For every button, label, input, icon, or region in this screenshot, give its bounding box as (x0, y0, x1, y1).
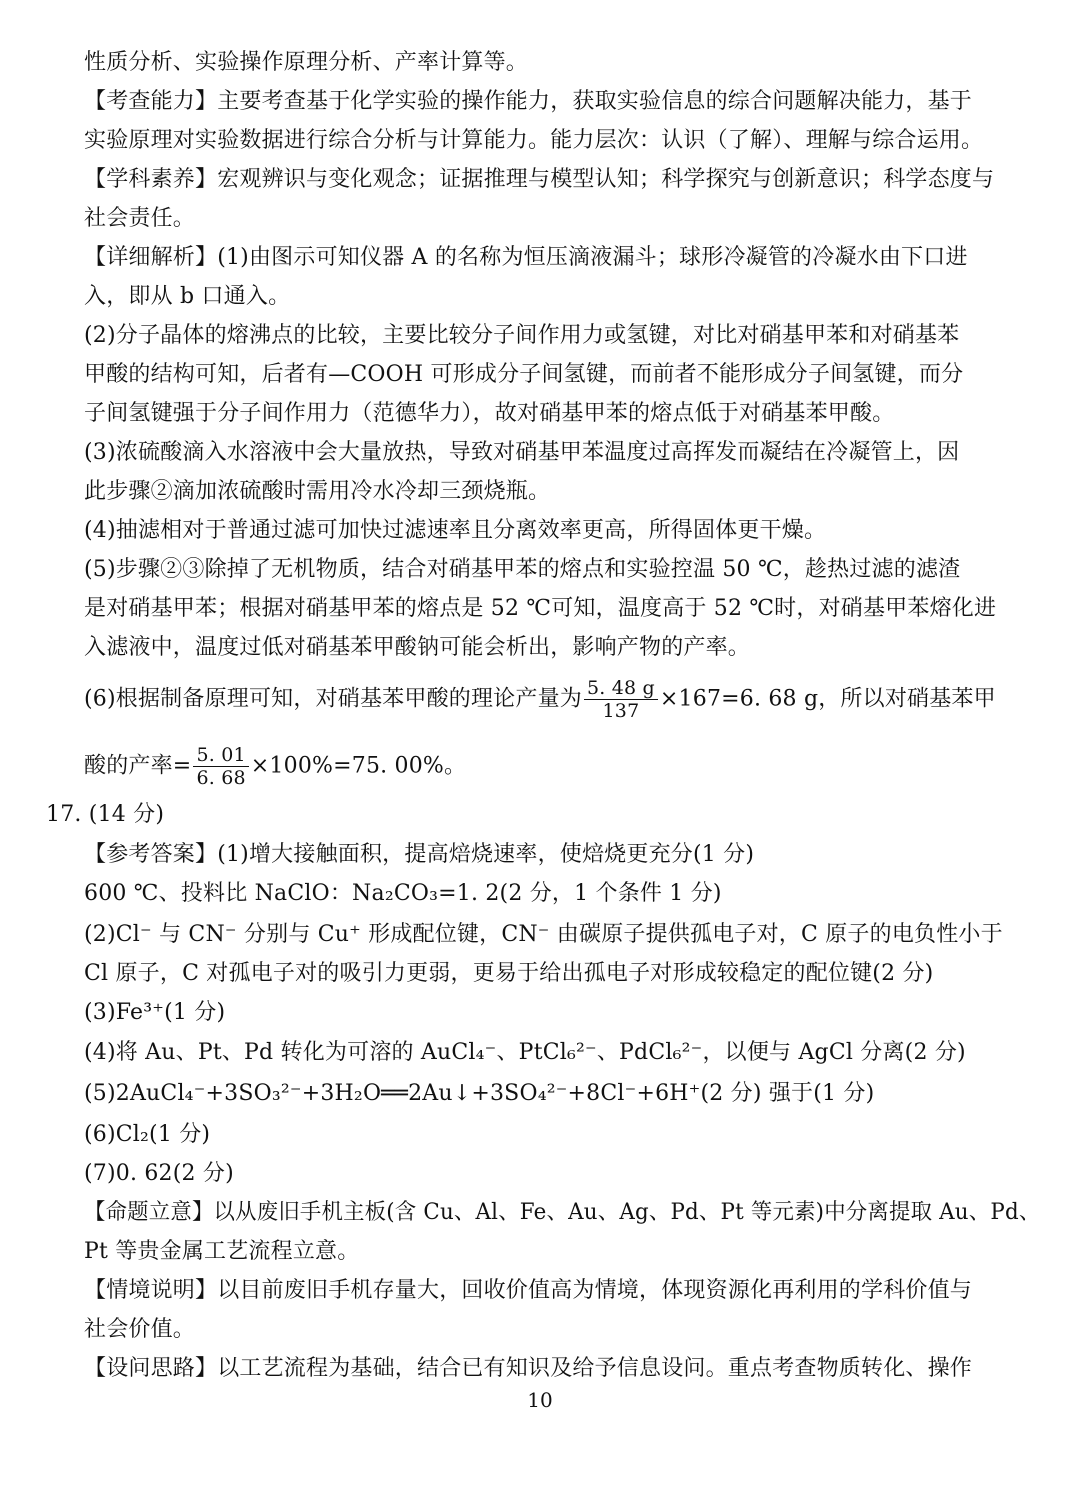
formula-line (84, 677, 996, 722)
question-number: 17. (14 分) (46, 802, 165, 827)
text-line: 【设问思路】以工艺流程为基础，结合已有知识及给予信息设问。重点考查物质转化、操作 (84, 1356, 973, 1381)
text-line: (5)步骤②③除掉了无机物质，结合对硝基甲苯的熔点和实验控温 50 ℃，趁热过滤的滤渣 (84, 557, 961, 582)
fraction (193, 744, 248, 789)
text-line: 入滤液中，温度过低对硝基苯甲酸钠可能会析出，影响产物的产率。 (84, 635, 751, 660)
text-line: (7)0. 62(2 分) (84, 1161, 234, 1186)
fraction (584, 677, 658, 722)
text-segment: 酸的产率= (84, 753, 192, 779)
text-line: 性质分析、实验操作原理分析、产率计算等。 (84, 50, 529, 75)
formula-line (84, 744, 466, 789)
text-line: 子间氢键强于分子间作用力（范德华力），故对硝基甲苯的熔点低于对硝基苯甲酸。 (84, 401, 895, 426)
text-line: 社会价值。 (84, 1317, 196, 1342)
text-line: Pt 等贵金属工艺流程立意。 (84, 1239, 360, 1264)
text-line: 实验原理对实验数据进行综合分析与计算能力。能力层次：认识（了解）、理解与综合运用。 (84, 128, 984, 153)
text-line: 600 ℃、投料比 NaClO：Na₂CO₃=1. 2(2 分，1 个条件 1 分) (84, 881, 722, 906)
text-segment: ×167=6. 68 g，所以对硝基苯甲 (659, 686, 996, 712)
text-line: 社会责任。 (84, 206, 196, 231)
text-line: (2)Cl⁻ 与 CN⁻ 分别与 Cu⁺ 形成配位键，CN⁻ 由碳原子提供孤电子对，C 原子的电负性小于 (84, 922, 1003, 947)
text-line: 【情境说明】以目前废旧手机存量大，回收价值高为情境，体现资源化再利用的学科价值与 (84, 1278, 973, 1303)
text-line: 入，即从 b 口通入。 (84, 284, 291, 309)
text-line: (3)Fe³⁺(1 分) (84, 1000, 226, 1025)
text-line: Cl 原子，C 对孤电子对的吸引力更弱，更易于给出孤电子对形成较稳定的配位键(2 分) (84, 961, 934, 986)
page-number: 10 (527, 1388, 553, 1412)
text-line: 【学科素养】宏观辨识与变化观念；证据推理与模型认知；科学探究与创新意识；科学态度与 (84, 167, 995, 192)
text-line: 是对硝基甲苯；根据对硝基甲苯的熔点是 52 ℃可知，温度高于 52 ℃时，对硝基甲苯熔化进 (84, 596, 997, 621)
text-line: (5)2AuCl₄⁻+3SO₃²⁻+3H₂O══2Au↓+3SO₄²⁻+8Cl⁻+6H⁺(2 分) 强于(1 分) (84, 1081, 875, 1106)
text-segment: (6)根据制备原理可知，对硝基苯甲酸的理论产量为 (84, 686, 582, 712)
text-line: (6)Cl₂(1 分) (84, 1122, 211, 1147)
text-segment: ×100%=75. 00%。 (250, 753, 467, 779)
text-line: 此步骤②滴加浓硫酸时需用冷水冷却三颈烧瓶。 (84, 479, 551, 504)
fraction-numerator: 5. 01 (193, 744, 248, 767)
text-line: 【考查能力】主要考查基于化学实验的操作能力，获取实验信息的综合问题解决能力，基于 (84, 89, 973, 114)
text-line: 【命题立意】以从废旧手机主板(含 Cu、Al、Fe、Au、Ag、Pd、Pt 等元素)中分离提取 Au、Pd、 (84, 1200, 1041, 1225)
text-line: 【详细解析】(1)由图示可知仪器 A 的名称为恒压滴液漏斗；球形冷凝管的冷凝水由下口进 (84, 245, 968, 270)
text-line: (2)分子晶体的熔沸点的比较，主要比较分子间作用力或氢键，对比对硝基甲苯和对硝基苯 (84, 323, 960, 348)
text-line: 【参考答案】(1)增大接触面积，提高焙烧速率，使焙烧更充分(1 分) (84, 842, 755, 867)
text-line: 甲酸的结构可知，后者有—COOH 可形成分子间氢键，而前者不能形成分子间氢键，而分 (84, 362, 964, 387)
fraction-denominator: 6. 68 (196, 767, 246, 789)
fraction-numerator: 5. 48 g (584, 677, 658, 700)
text-line: (3)浓硫酸滴入水溶液中会大量放热，导致对硝基甲苯温度过高挥发而凝结在冷凝管上，因 (84, 440, 960, 465)
text-line: (4)将 Au、Pt、Pd 转化为可溶的 AuCl₄⁻、PtCl₆²⁻、PdCl₆²⁻，以便与 AgCl 分离(2 分) (84, 1040, 966, 1065)
fraction-denominator: 137 (602, 700, 640, 722)
text-line: (4)抽滤相对于普通过滤可加快过滤速率且分离效率更高，所得固体更干燥。 (84, 518, 827, 543)
